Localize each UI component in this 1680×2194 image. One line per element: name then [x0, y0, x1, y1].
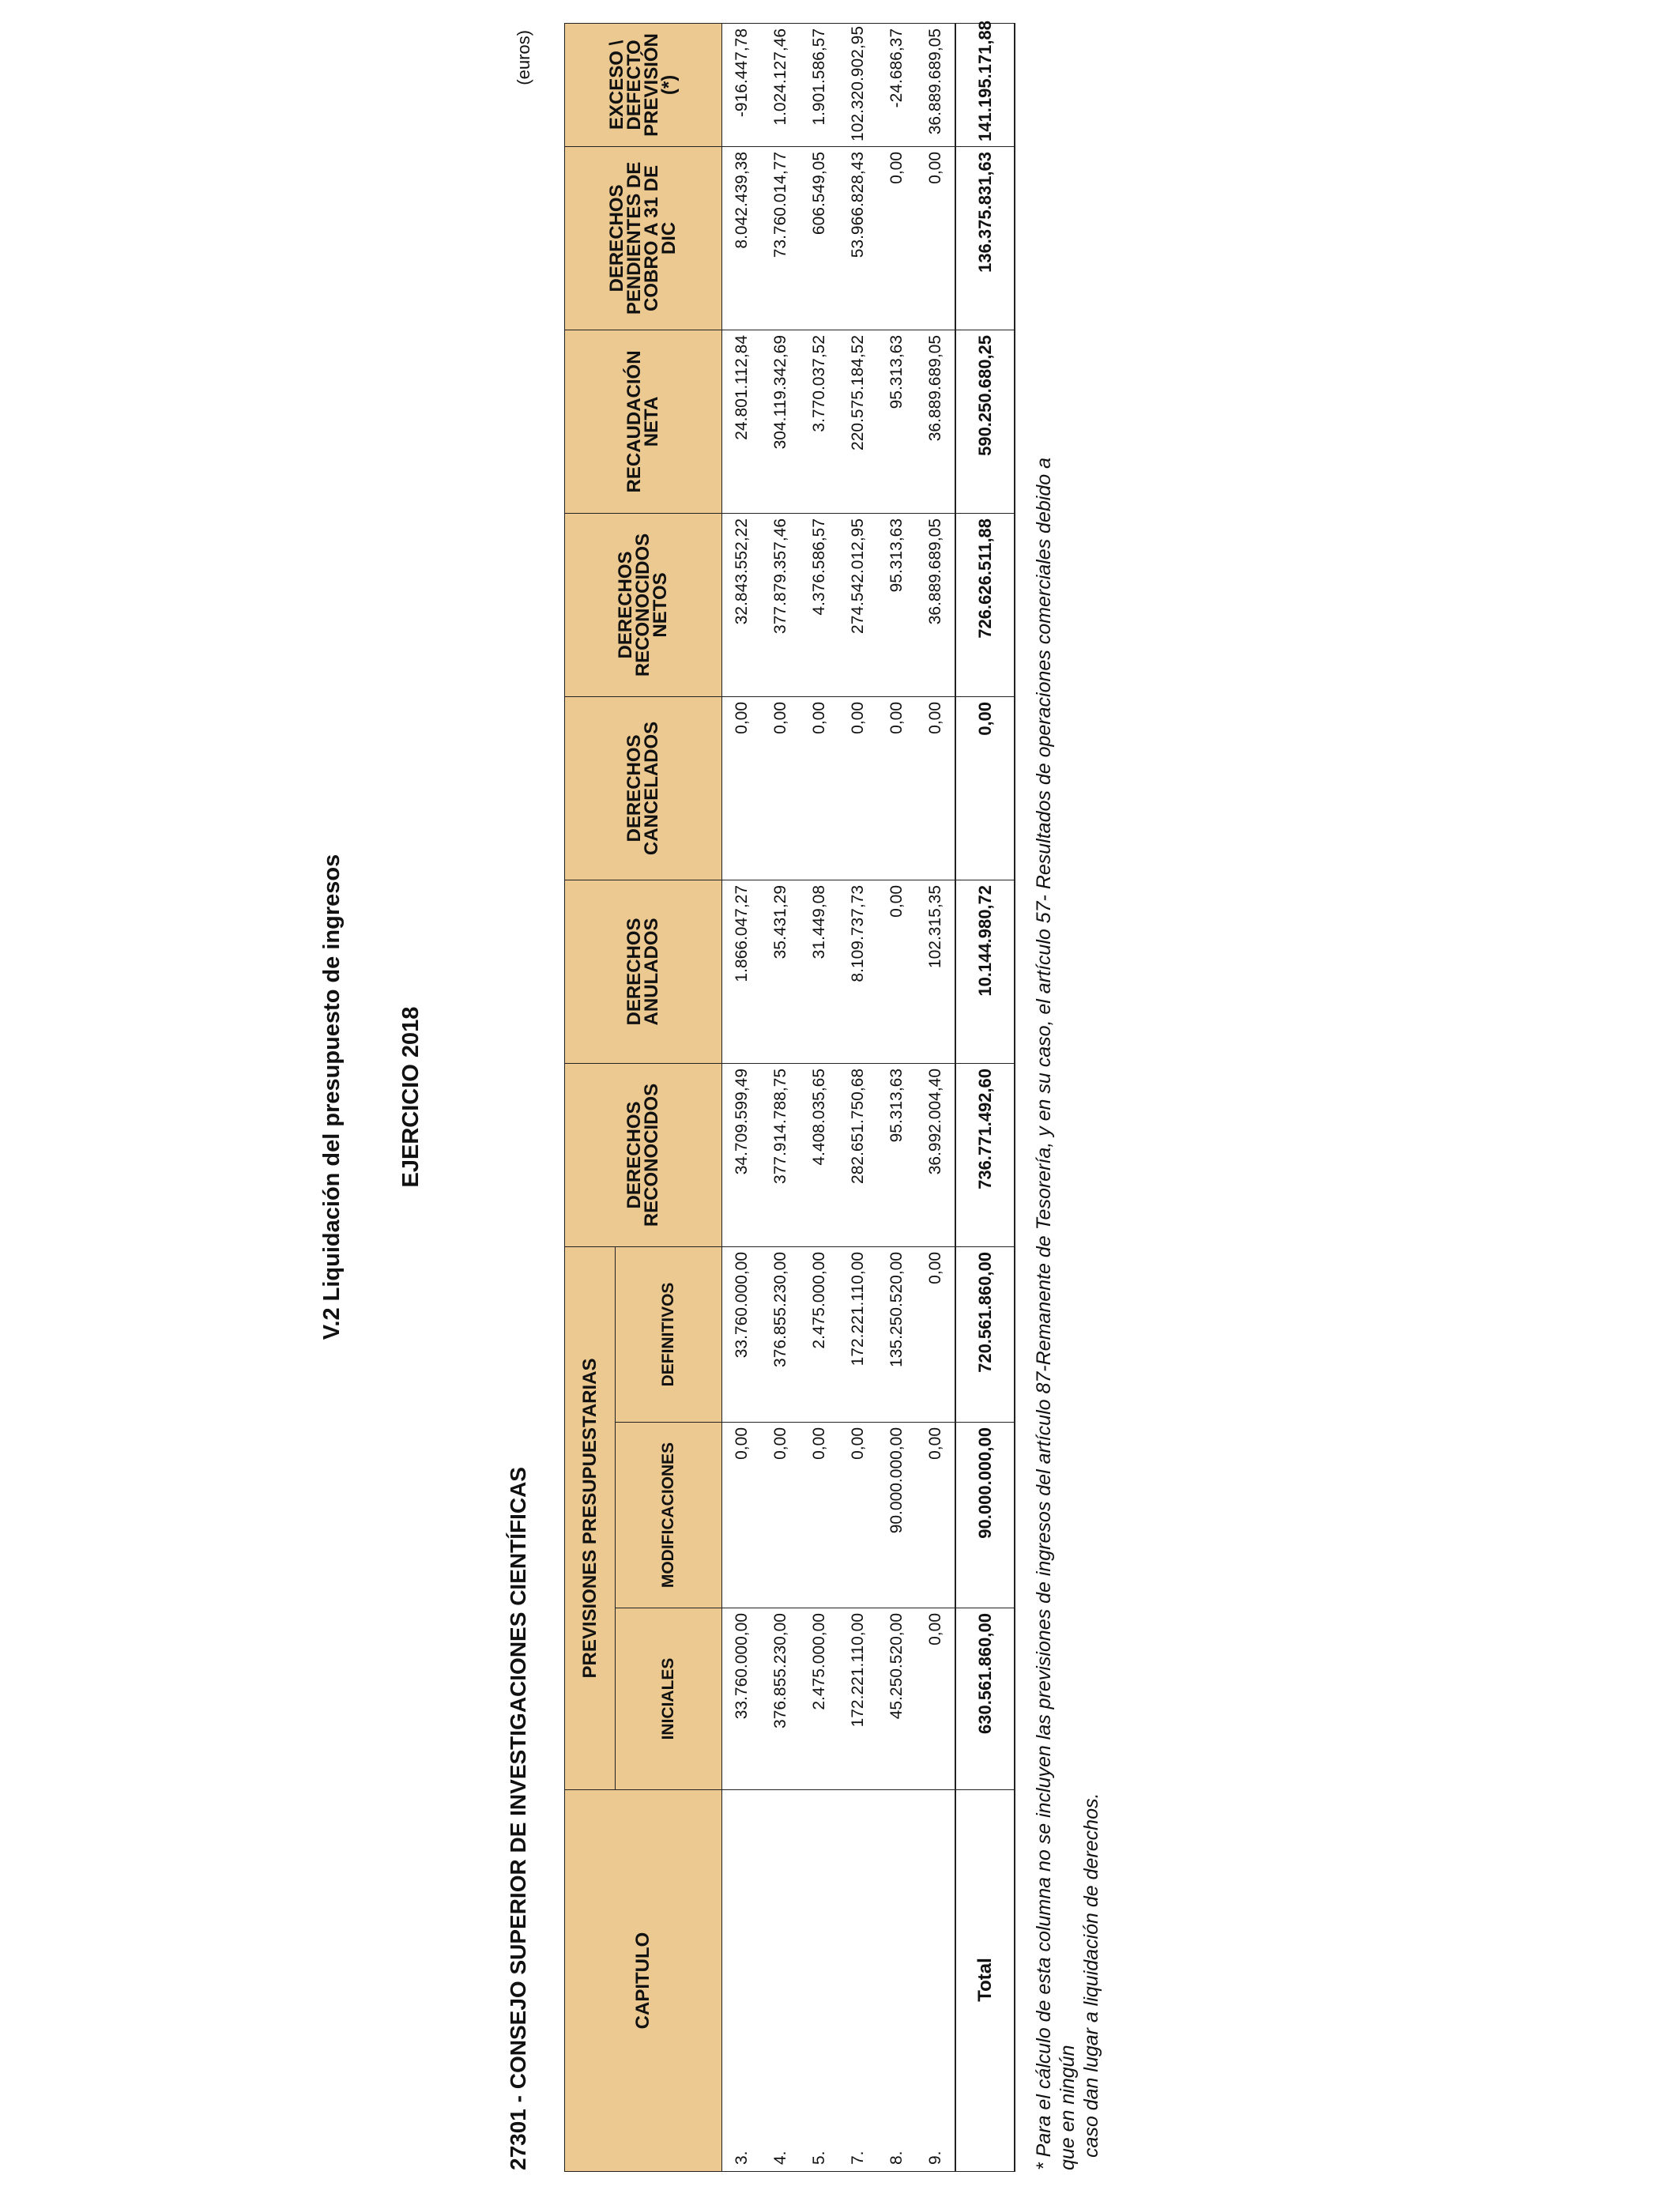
exercise-year: EJERCICIO 2018 — [398, 1006, 424, 1188]
cell-pendientes: 0,00 — [877, 146, 916, 330]
cell-recaudacion: 590.250.680,25 — [955, 330, 1015, 513]
header-exceso: EXCESO \ DEFECTO PREVISIÓN (*) — [565, 23, 722, 146]
cell-capitulo: 3. — [722, 1790, 762, 2172]
cell-capitulo: 4. — [761, 1790, 800, 2172]
header-anulados: DERECHOS ANULADOS — [565, 880, 722, 1063]
cell-definitivos: 172.221.110,00 — [838, 1246, 877, 1422]
cell-cancelados: 0,00 — [761, 696, 800, 880]
organization-heading: 27301 - CONSEJO SUPERIOR DE INVESTIGACIONES CIENTÍFICAS — [506, 1467, 530, 2170]
cell-exceso: 1.024.127,46 — [761, 23, 800, 146]
cell-recaudacion: 3.770.037,52 — [800, 330, 838, 513]
header-pendientes: DERECHOS PENDIENTES DE COBRO A 31 DE DIC — [565, 146, 722, 330]
cell-anulados: 8.109.737,73 — [838, 880, 877, 1063]
cell-netos: 377.879.357,46 — [761, 513, 800, 696]
cell-definitivos: 135.250.520,00 — [877, 1246, 916, 1422]
cell-netos: 274.542.012,95 — [838, 513, 877, 696]
header-previsiones-group: PREVISIONES PRESUPUESTARIAS — [565, 1246, 616, 1789]
cell-definitivos: 0,00 — [916, 1246, 955, 1422]
table-row — [916, 23, 955, 2171]
cell-iniciales: 2.475.000,00 — [800, 1608, 838, 1790]
cell-iniciales: 172.221.110,00 — [838, 1608, 877, 1790]
cell-anulados: 10.144.980,72 — [955, 880, 1015, 1063]
header-iniciales: INICIALES — [616, 1608, 722, 1790]
cell-netos: 4.376.586,57 — [800, 513, 838, 696]
cell-cancelados: 0,00 — [722, 696, 762, 880]
cell-cancelados: 0,00 — [916, 696, 955, 880]
cell-reconocidos: 34.709.599,49 — [722, 1063, 762, 1246]
cell-anulados: 102.315,35 — [916, 880, 955, 1063]
cell-exceso: 141.195.171,88 — [955, 23, 1015, 146]
header-cancelados: DERECHOS CANCELADOS — [565, 696, 722, 880]
table-row — [722, 23, 762, 2171]
header-netos: DERECHOS RECONOCIDOS NETOS — [565, 513, 722, 696]
cell-modificaciones: 90.000.000,00 — [877, 1423, 916, 1608]
cell-reconocidos: 377.914.788,75 — [761, 1063, 800, 1246]
cell-cancelados: 0,00 — [800, 696, 838, 880]
cell-definitivos: 720.561.860,00 — [955, 1246, 1015, 1422]
cell-exceso: -24.686,37 — [877, 23, 916, 146]
cell-modificaciones: 0,00 — [916, 1423, 955, 1608]
cell-modificaciones: 0,00 — [722, 1423, 762, 1608]
footnote-line-1: * Para el cálculo de esta columna no se incluyen las previsiones de ingresos del artículo 87-Remanente de Tesorería, y en su caso, el artículo 57- Resultados de operaciones comerciales debido a que en ningún — [1033, 458, 1079, 2170]
header-recaudacion: RECAUDACIÓN NETA — [565, 330, 722, 513]
cell-netos: 32.843.552,22 — [722, 513, 762, 696]
cell-reconocidos: 95.313,63 — [877, 1063, 916, 1246]
cell-exceso: -916.447,78 — [722, 23, 762, 146]
cell-modificaciones: 0,00 — [800, 1423, 838, 1608]
cell-pendientes: 8.042.439,38 — [722, 146, 762, 330]
cell-anulados: 0,00 — [877, 880, 916, 1063]
header-definitivos: DEFINITIVOS — [616, 1246, 722, 1422]
cell-reconocidos: 4.408.035,65 — [800, 1063, 838, 1246]
header-capitulo: CAPITULO — [565, 1790, 722, 2172]
cell-exceso: 36.889.689,05 — [916, 23, 955, 146]
total-row — [955, 23, 1015, 2171]
header-modificaciones: MODIFICACIONES — [616, 1423, 722, 1608]
cell-pendientes: 136.375.831,63 — [955, 146, 1015, 330]
cell-recaudacion: 36.889.689,05 — [916, 330, 955, 513]
table-row — [800, 23, 838, 2171]
cell-modificaciones: 0,00 — [838, 1423, 877, 1608]
cell-netos: 36.889.689,05 — [916, 513, 955, 696]
header-reconocidos: DERECHOS RECONOCIDOS — [565, 1063, 722, 1246]
table-row — [838, 23, 877, 2171]
cell-exceso: 102.320.902,95 — [838, 23, 877, 146]
cell-iniciales: 45.250.520,00 — [877, 1608, 916, 1790]
cell-definitivos: 376.855.230,00 — [761, 1246, 800, 1422]
cell-recaudacion: 95.313,63 — [877, 330, 916, 513]
cell-netos: 726.626.511,88 — [955, 513, 1015, 696]
cell-capitulo: 5. — [800, 1790, 838, 2172]
cell-recaudacion: 304.119.342,69 — [761, 330, 800, 513]
cell-netos: 95.313,63 — [877, 513, 916, 696]
cell-capitulo: Total — [955, 1790, 1015, 2172]
cell-anulados: 31.449,08 — [800, 880, 838, 1063]
cell-pendientes: 0,00 — [916, 146, 955, 330]
cell-anulados: 35.431,29 — [761, 880, 800, 1063]
cell-recaudacion: 220.575.184,52 — [838, 330, 877, 513]
cell-reconocidos: 282.651.750,68 — [838, 1063, 877, 1246]
cell-definitivos: 33.760.000,00 — [722, 1246, 762, 1422]
units-label: (euros) — [514, 30, 533, 85]
cell-anulados: 1.866.047,27 — [722, 880, 762, 1063]
footnote-line-2: caso dan lugar a liquidación de derechos. — [1080, 1793, 1102, 2158]
page-title: V.2 Liquidación del presupuesto de ingresos — [319, 854, 345, 1340]
cell-pendientes: 73.760.014,77 — [761, 146, 800, 330]
cell-cancelados: 0,00 — [838, 696, 877, 880]
cell-reconocidos: 736.771.492,60 — [955, 1063, 1015, 1246]
cell-capitulo: 8. — [877, 1790, 916, 2172]
cell-definitivos: 2.475.000,00 — [800, 1246, 838, 1422]
cell-cancelados: 0,00 — [955, 696, 1015, 880]
cell-reconocidos: 36.992.004,40 — [916, 1063, 955, 1246]
cell-pendientes: 606.549,05 — [800, 146, 838, 330]
table-row — [761, 23, 800, 2171]
footnote — [1032, 432, 1103, 2170]
cell-capitulo: 9. — [916, 1790, 955, 2172]
cell-recaudacion: 24.801.112,84 — [722, 330, 762, 513]
table-row — [877, 23, 916, 2171]
cell-exceso: 1.901.586,57 — [800, 23, 838, 146]
cell-iniciales: 33.760.000,00 — [722, 1608, 762, 1790]
cell-modificaciones: 90.000.000,00 — [955, 1423, 1015, 1608]
cell-iniciales: 376.855.230,00 — [761, 1608, 800, 1790]
cell-capitulo: 7. — [838, 1790, 877, 2172]
cell-iniciales: 630.561.860,00 — [955, 1608, 1015, 1790]
budget-table — [564, 23, 1015, 2172]
cell-pendientes: 53.966.828,43 — [838, 146, 877, 330]
cell-cancelados: 0,00 — [877, 696, 916, 880]
cell-iniciales: 0,00 — [916, 1608, 955, 1790]
cell-modificaciones: 0,00 — [761, 1423, 800, 1608]
